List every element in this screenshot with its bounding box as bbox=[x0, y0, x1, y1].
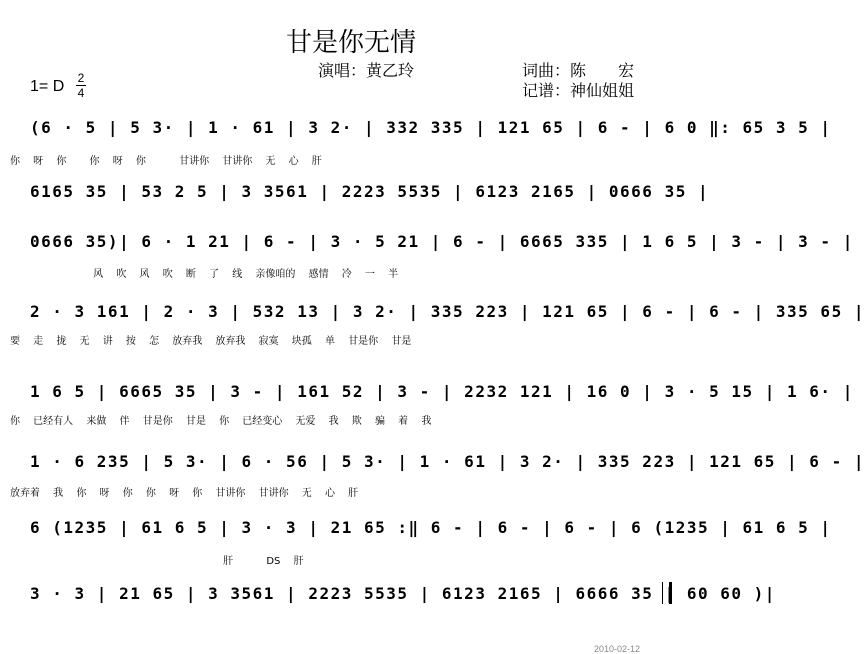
staff-row-4 bbox=[30, 302, 865, 330]
staff-row-8 bbox=[30, 584, 776, 612]
time-signature bbox=[76, 72, 86, 99]
transcriber-credit: 记谱：神仙姐姐 bbox=[522, 81, 635, 100]
staff-row-1 bbox=[30, 118, 832, 146]
lyrics-row-7: 肝 DS 肝 bbox=[10, 556, 304, 567]
notation: (6 · 5 | 5 3· | 1 · 61 | 3 2· | 332 335 | 121 65 | 6 - | 6 0 ‖: 65 3 5 | bbox=[30, 118, 832, 137]
notation: 6165 35 | 53 2 5 | 3 3561 | 2223 5535 | 6123 2165 | 0666 35 | bbox=[30, 182, 710, 201]
lyrics-row-4: 要 走 拢 无 讲 按 怎 放弃我 放弃我 寂寞 块孤 单 甘是你 甘是 bbox=[10, 336, 412, 347]
notation: 1 · 6 235 | 5 3· | 6 · 56 | 5 3· | 1 · 61 | 3 2· | 335 223 | 121 65 | 6 - | bbox=[30, 452, 865, 471]
staff-row-5 bbox=[30, 382, 854, 410]
staff-row-2 bbox=[30, 182, 710, 210]
notation: 1 6 5 | 6665 35 | 3 - | 161 52 | 3 - | 2232 121 | 16 0 | 3 · 5 15 | 1 6· | bbox=[30, 382, 854, 401]
notation: 6 (1235 | 61 6 5 | 3 · 3 | 21 65 :‖ 6 - | 6 - | 6 - | 6 (1235 | 61 6 5 | bbox=[30, 518, 832, 537]
staff-row-6 bbox=[30, 452, 865, 480]
final-barline bbox=[662, 582, 672, 604]
lyrics-row-1: 你 呀 你 你 呀 你 甘讲你 甘讲你 无 心 肝 bbox=[10, 156, 322, 167]
staff-row-7 bbox=[30, 518, 832, 546]
notation: 0666 35)| 6 · 1 21 | 6 - | 3 · 5 21 | 6 - | 6665 335 | 1 6 5 | 3 - | 3 - | bbox=[30, 232, 854, 251]
time-top: 2 bbox=[77, 71, 85, 85]
composer-credit: 词曲：陈 宏 bbox=[522, 61, 635, 80]
notation: 3 · 3 | 21 65 | 3 3561 | 2223 5535 | 6123 2165 | 6666 35 | 60 60 )| bbox=[30, 584, 776, 603]
date-stamp: 2010-02-12 bbox=[594, 644, 641, 654]
time-bottom: 4 bbox=[77, 86, 85, 100]
key-signature: 1= D bbox=[30, 78, 65, 95]
lyrics-row-6: 放弃着 我 你 呀 你 你 呀 你 甘讲你 甘讲你 无 心 肝 bbox=[10, 488, 359, 499]
notation: 2 · 3 161 | 2 · 3 | 532 13 | 3 2· | 335 223 | 121 65 | 6 - | 6 - | 335 65 | bbox=[30, 302, 865, 321]
singer-credit: 演唱：黄乙玲 bbox=[318, 61, 415, 80]
staff-row-3 bbox=[30, 232, 854, 260]
lyrics-row-3: 风 吹 风 吹 断 了 线 亲像咱的 感情 冷 一 半 bbox=[10, 269, 399, 280]
song-title: 甘是你无情 bbox=[285, 28, 416, 58]
lyrics-row-5: 你 已经有人 来做 伴 甘是你 甘是 你 已经变心 无爱 我 欺 骗 着 我 bbox=[10, 416, 432, 427]
